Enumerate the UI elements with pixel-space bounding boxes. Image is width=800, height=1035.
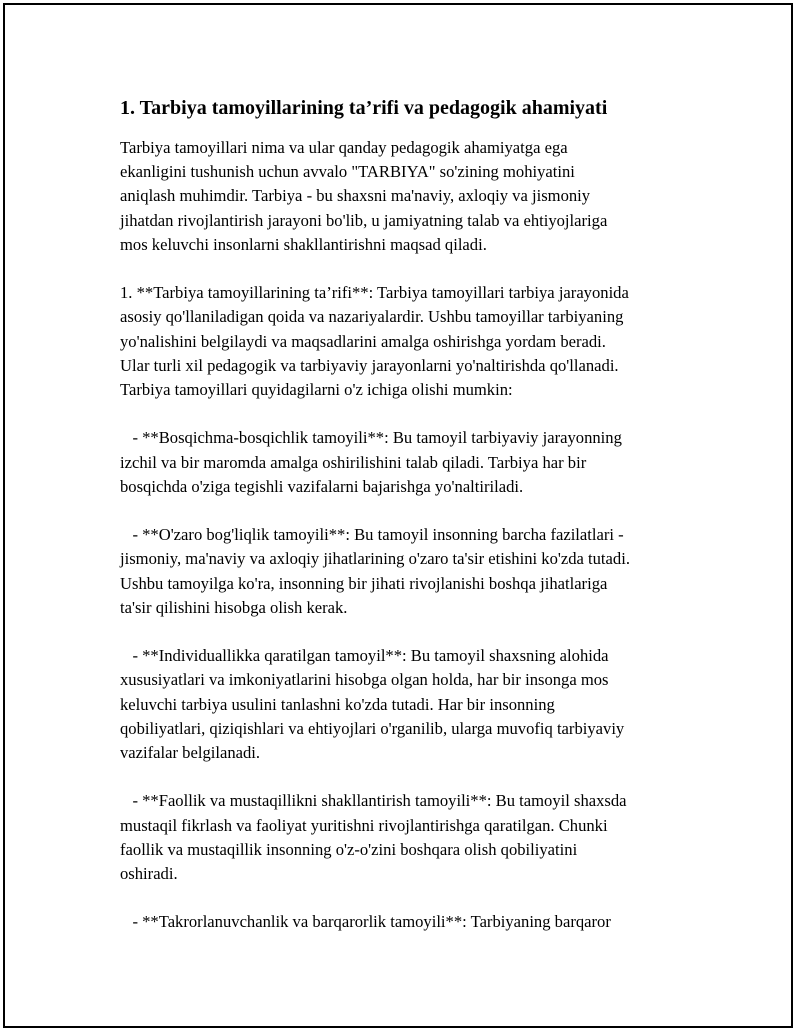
text-line: Ushbu tamoyilga ko'ra, insonning bir jihati rivojlanishi boshqa jihatlariga [120,573,608,593]
text-line: qobiliyatlari, qiziqishlari va ehtiyojlari o'rganilib, ularga muvofiq tarbiyaviy [120,718,625,738]
list-item-repetition [120,910,700,934]
text-line: - **Individuallikka qaratilgan tamoyil**: Bu tamoyil shaxsning alohida [120,646,609,666]
list-item-interconnection [120,523,700,620]
text-line: aniqlash muhimdir. Tarbiya - bu shaxsni ma'naviy, axloqiy va jismoniy [120,186,591,206]
paragraph-gap [120,499,700,523]
text-line: mustaqil fikrlash va faoliyat yuritishni rivojlantirishga qaratilgan. Chunki [120,815,608,835]
text-line: mos keluvchi insonlarni shakllantirishni maqsad qiladi. [120,234,487,254]
text-line: Tarbiya tamoyillari quyidagilarni o'z ichiga olishi mumkin: [120,380,513,400]
text-line: ta'sir qilishini hisobga olish kerak. [120,597,348,617]
text-line: oshiradi. [120,864,178,884]
text-line: - **O'zaro bog'liqlik tamoyili**: Bu tamoyil insonning barcha fazilatlari - [120,525,624,545]
text-line: - **Takrorlanuvchanlik va barqarorlik tamoyili**: Tarbiyaning barqaror [120,912,611,932]
paragraph-intro [120,136,700,257]
text-line: vazifalar belgilanadi. [120,743,261,763]
paragraph-definition [120,281,700,402]
document-title: 1. Tarbiya tamoyillarining ta’rifi va pedagogik ahamiyati [120,97,608,119]
paragraph-gap [120,886,700,910]
text-line: bosqichda o'ziga tegishli vazifalarni bajarishga yo'naltiriladi. [120,476,524,496]
list-item-gradualness [120,426,700,499]
text-line: - **Bosqichma-bosqichlik tamoyili**: Bu tamoyil tarbiyaviy jarayonning [120,428,622,448]
document-page [3,3,793,1028]
text-line: Tarbiya tamoyillari nima va ular qanday pedagogik ahamiyatga ega [120,138,568,157]
text-line: xususiyatlari va imkoniyatlarini hisobga olgan holda, har bir insonga mos [120,670,609,690]
text-line: ekanligini tushunish uchun avvalo "TARBIYA" so'zining mohiyatini [120,162,575,182]
text-line: asosiy qo'llaniladigan qoida va nazariyalardir. Ushbu tamoyillar tarbiyaning [120,307,624,327]
text-line: 1. **Tarbiya tamoyillarining ta’rifi**: Tarbiya tamoyillari tarbiya jarayonida [120,283,629,303]
text-line: izchil va bir maromda amalga oshirilishini talab qiladi. Tarbiya har bir [120,452,587,472]
text-line: jihatdan rivojlantirish jarayoni bo'lib, u jamiyatning talab va ehtiyojlariga [120,210,608,230]
list-item-activity [120,789,700,886]
document-content [120,93,700,935]
text-line: keluvchi tarbiya usulini tanlashni ko'zda tutadi. Har bir insonning [120,694,555,714]
paragraph-gap [120,402,700,426]
text-line: yo'nalishini belgilaydi va maqsadlarini amalga oshirishga yordam beradi. [120,331,606,351]
paragraph-gap [120,620,700,644]
paragraph-gap [120,765,700,789]
text-line: jismoniy, ma'naviy va axloqiy jihatlarining o'zaro ta'sir etishini ko'zda tutadi. [120,549,630,569]
paragraph-gap [120,257,700,281]
text-line: - **Faollik va mustaqillikni shakllantirish tamoyili**: Bu tamoyil shaxsda [120,791,627,811]
text-line: Ular turli xil pedagogik va tarbiyaviy jarayonlarni yo'naltirishda qo'llanadi. [120,355,619,375]
text-line: faollik va mustaqillik insonning o'z-o'zini boshqara olish qobiliyatini [120,839,578,859]
list-item-individuality [120,644,700,765]
